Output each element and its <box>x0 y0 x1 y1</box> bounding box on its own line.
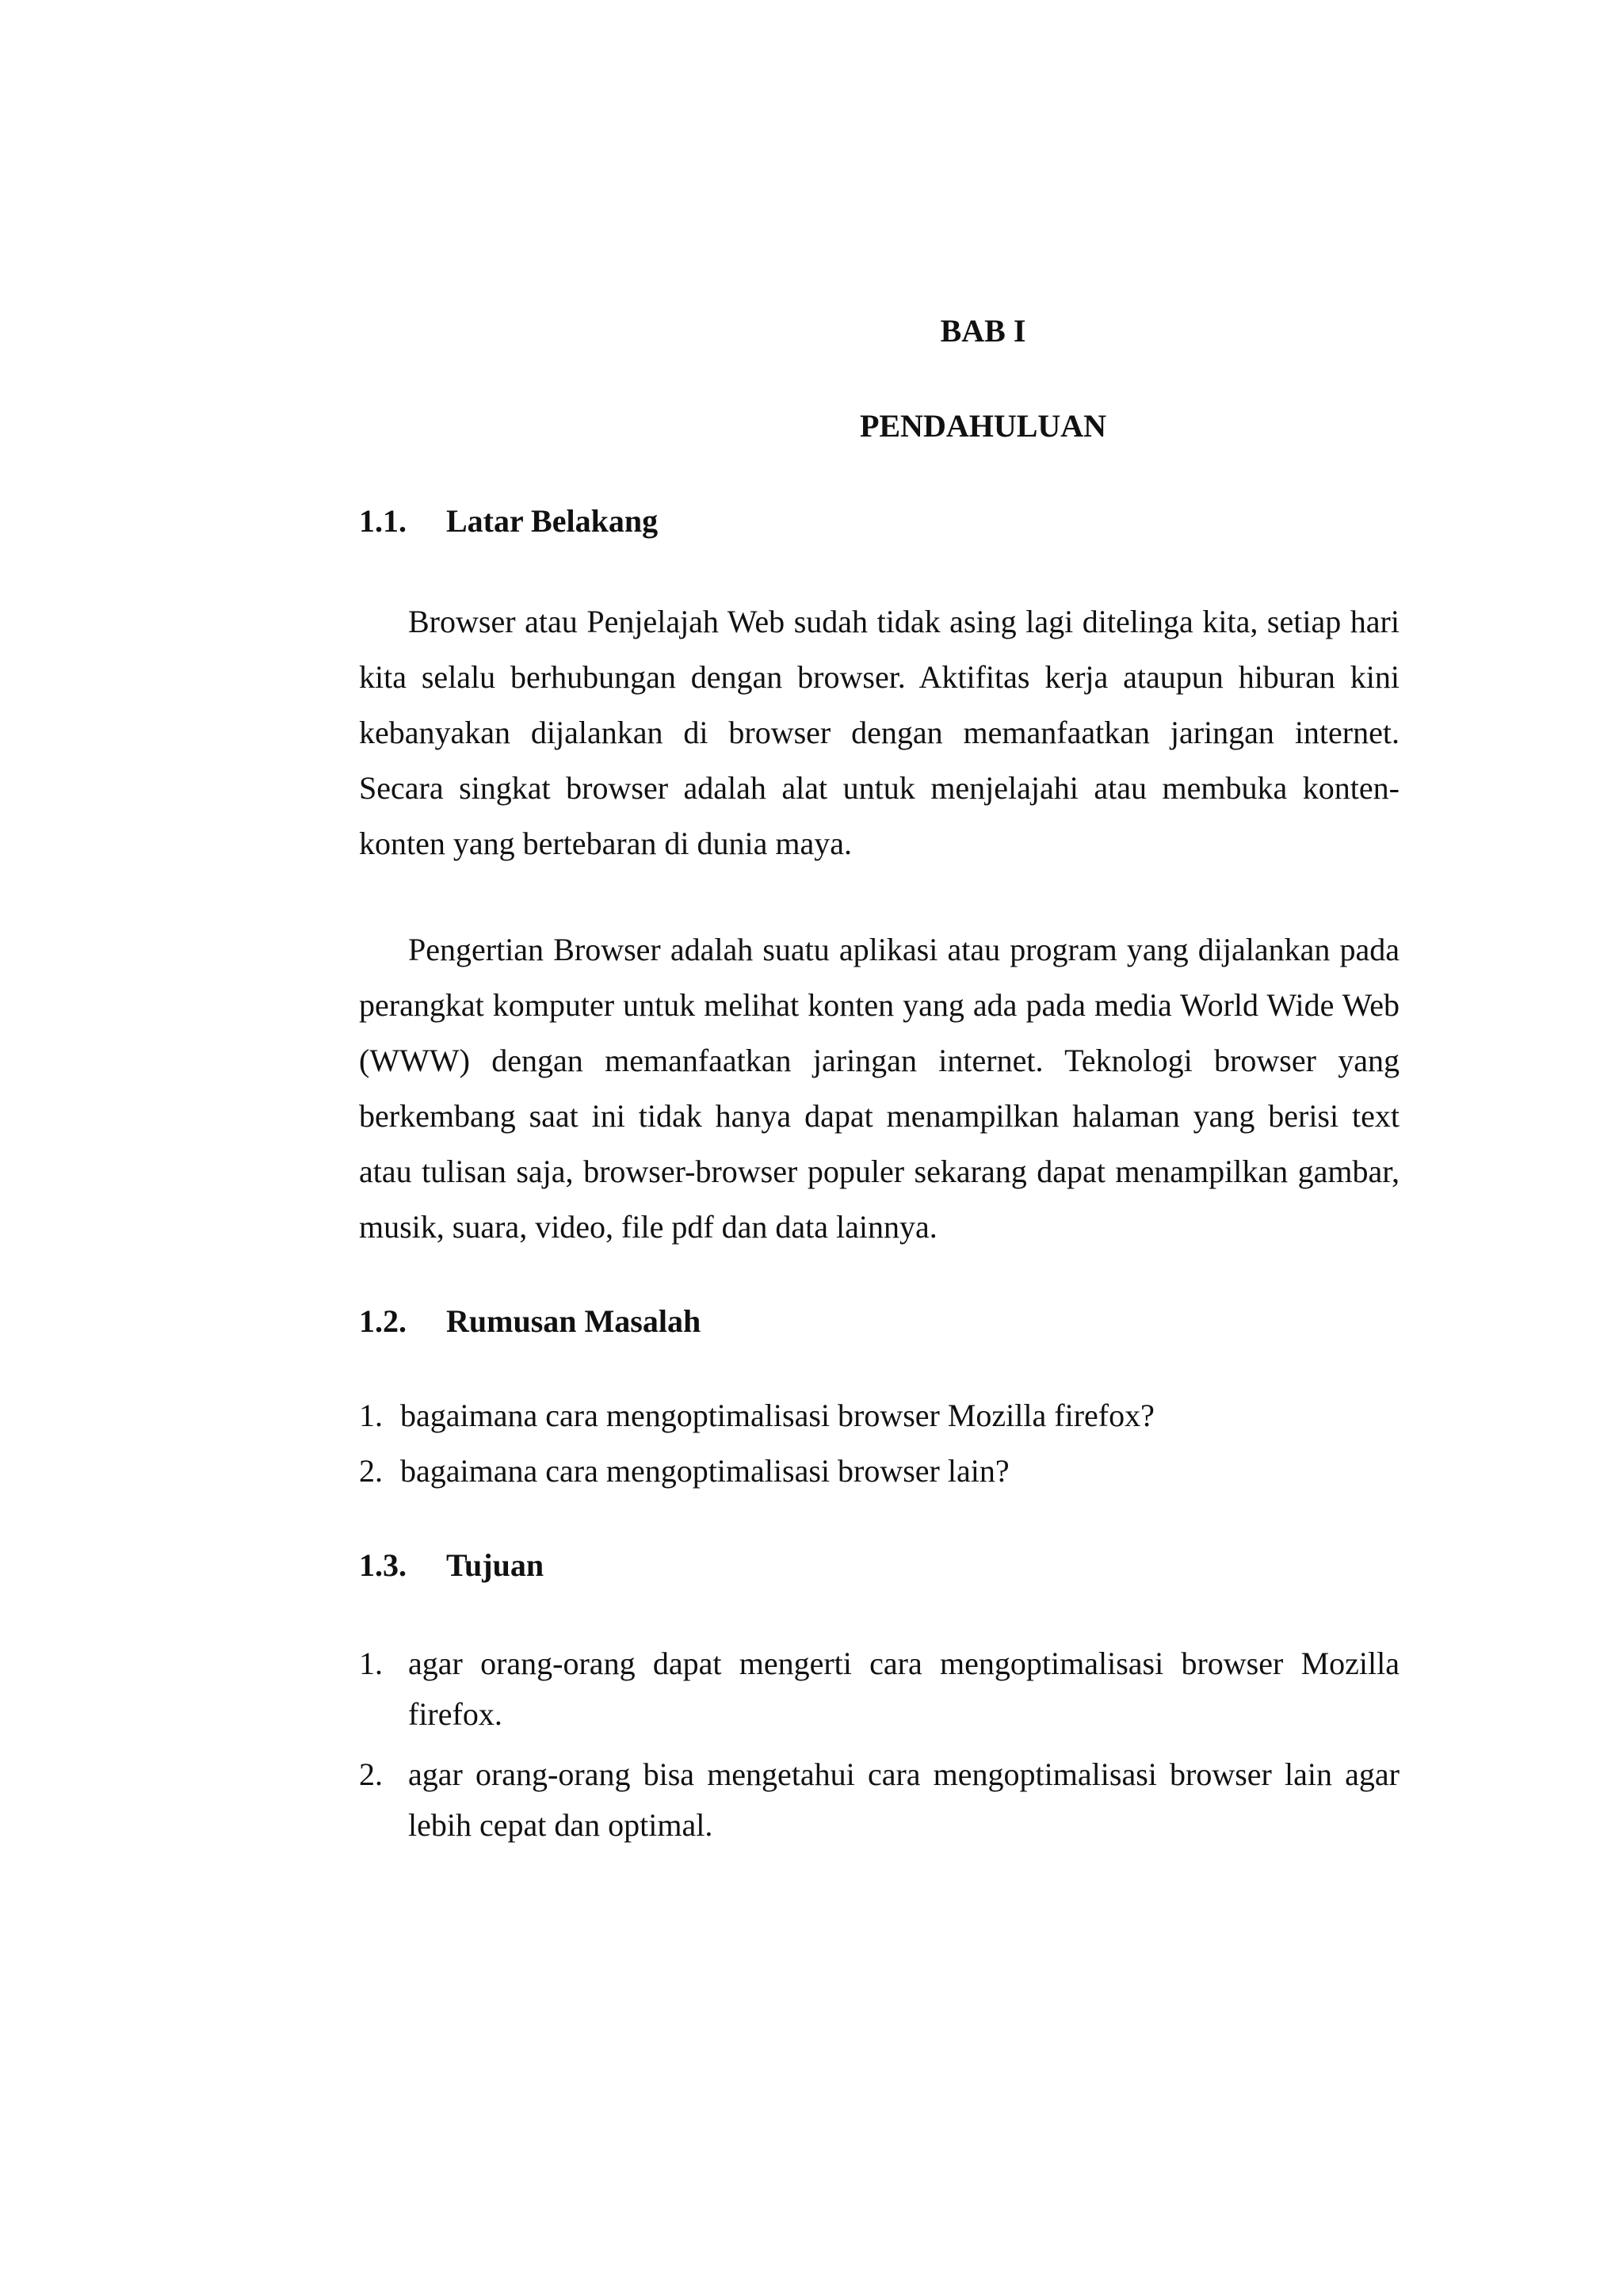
list-index: 2. <box>359 1756 383 1792</box>
list-text: agar orang-orang bisa mengetahui cara mengoptimalisasi browser lain agar lebih cepat dan optimal. <box>408 1756 1400 1843</box>
list-index: 1. <box>359 1646 383 1681</box>
section-title: Tujuan <box>446 1547 544 1583</box>
list-index: 1. <box>359 1398 383 1433</box>
list-text: bagaimana cara mengoptimalisasi browser Mozilla firefox? <box>400 1398 1155 1433</box>
section-heading-latar-belakang <box>359 499 1400 543</box>
list-index: 2. <box>359 1453 383 1489</box>
list-text: bagaimana cara mengoptimalisasi browser lain? <box>400 1453 1010 1489</box>
list-item <box>359 1749 1400 1851</box>
section-title: Rumusan Masalah <box>446 1303 701 1339</box>
paragraph: Browser atau Penjelajah Web sudah tidak asing lagi ditelinga kita, setiap hari kita selalu berhubungan dengan browser. Aktifitas kerja ataupun hiburan kini kebanyakan dijalankan di browser dengan memanfaatkan jaringan internet. Secara singkat browser adalah alat untuk menjelajahi atau membuka konten-konten yang bertebaran di dunia maya. <box>359 604 1400 861</box>
chapter-title: PENDAHULUAN <box>859 408 1107 444</box>
section-title: Latar Belakang <box>446 503 659 539</box>
list-item <box>359 1388 1400 1444</box>
section-heading-tujuan <box>359 1543 1400 1588</box>
section-number: 1.1. <box>359 503 407 539</box>
list-item <box>359 1444 1400 1499</box>
paragraph: Pengertian Browser adalah suatu aplikasi atau program yang dijalankan pada perangkat komputer untuk melihat konten yang ada pada media World Wide Web (WWW) dengan memanfaatkan jaringan internet. Teknologi browser yang berkembang saat ini tidak hanya dapat menampilkan halaman yang berisi text atau tulisan saja, browser-browser populer sekarang dapat menampilkan gambar, musik, suara, video, file pdf dan data lainnya. <box>359 932 1400 1245</box>
goal-list <box>359 1638 1400 1851</box>
section-number: 1.2. <box>359 1303 407 1339</box>
section-heading-rumusan-masalah <box>359 1299 1400 1344</box>
section-number: 1.3. <box>359 1547 407 1583</box>
problem-list <box>359 1388 1400 1499</box>
chapter-label: BAB I <box>940 313 1026 349</box>
list-item <box>359 1638 1400 1740</box>
page-content <box>359 309 1400 1860</box>
list-text: agar orang-orang dapat mengerti cara mengoptimalisasi browser Mozilla firefox. <box>408 1646 1400 1732</box>
